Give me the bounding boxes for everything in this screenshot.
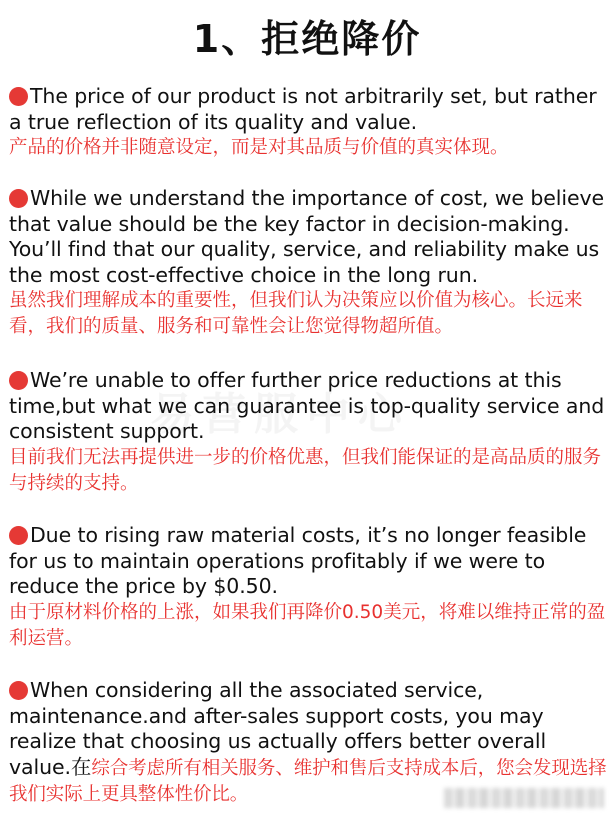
paragraph-2-english <box>9 186 609 288</box>
page-title: 1、拒绝降价 <box>192 17 422 61</box>
paragraph-1 <box>9 84 609 161</box>
paragraph-5-english-text: When considering all the associated service, maintenance.and after-sales support costs, you may realize that choosing us actually offers better overall value.在 <box>9 678 547 779</box>
paragraph-4 <box>9 523 609 652</box>
paragraph-2 <box>9 186 609 340</box>
paragraph-3-chinese: 目前我们无法再提供进一步的价格优惠，但我们能保证的是高品质的服务与持续的支持。 <box>9 446 602 494</box>
paragraph-1-chinese: 产品的价格并非随意设定，而是对其品质与价值的真实体现。 <box>9 137 509 158</box>
paragraph-3-english <box>9 368 609 445</box>
paragraph-4-chinese: 由于原材料价格的上涨，如果我们再降价0.50美元，将难以维持正常的盈利运营。 <box>9 601 606 649</box>
paragraph-4-english-text: Due to rising raw material costs, it’s no longer feasible for us to maintain operations profitably if we were to reduce the price by $0.50. <box>9 523 587 598</box>
red-bullet-icon <box>9 371 28 390</box>
paragraph-1-english-text: The price of our product is not arbitrarily set, but rather a true reflection of its quality and value. <box>9 84 597 134</box>
paragraph-1-english <box>9 84 609 135</box>
red-bullet-icon <box>9 87 28 106</box>
red-bullet-icon <box>9 681 28 700</box>
paragraph-4-english <box>9 523 609 600</box>
red-bullet-icon <box>9 189 28 208</box>
red-bullet-icon <box>9 526 28 545</box>
paragraph-2-english-text: While we understand the importance of cost, we believe that value should be the key factor in decision-making. You’ll find that our quality, service, and reliability make us the most cost-effective choice in the long run. <box>9 186 605 287</box>
paragraph-3 <box>9 368 609 497</box>
paragraph-2-chinese: 虽然我们理解成本的重要性，但我们认为决策应以价值为核心。长远来看，我们的质量、服务和可靠性会让您觉得物超所值。 <box>9 290 583 337</box>
blurred-signature-image <box>444 788 604 808</box>
paragraph-3-english-text: We’re unable to offer further price reductions at this time,but what we can guarantee is top-quality service and consistent support. <box>9 368 605 443</box>
paragraph-5-chinese: 综合考虑所有相关服务、维护和售后支持成本后，您会发现选择我们实际上更具整体性价比。 <box>9 757 607 805</box>
